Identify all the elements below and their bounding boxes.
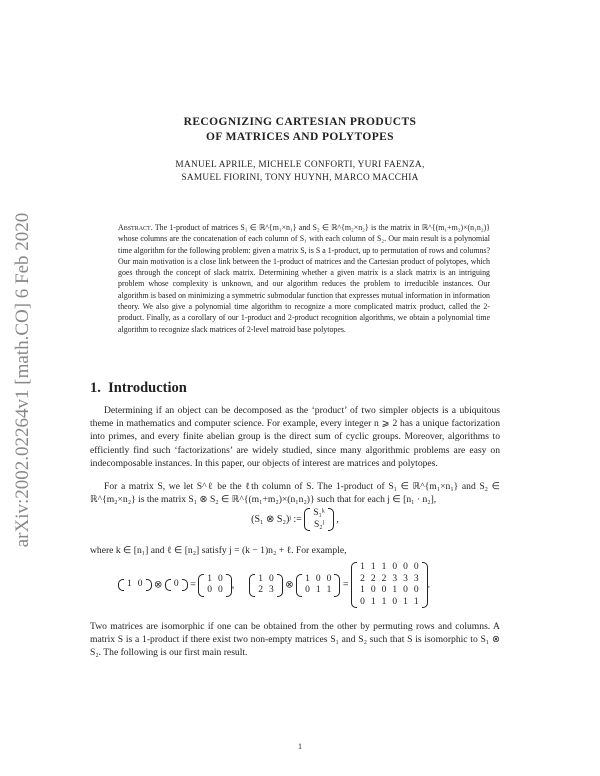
intro-paragraph-1: Determining if an object can be decomposed as the ‘product’ of two simpler objects is a ubiquitous theme in mathematics and computer science. For example, every integer n ⩾ 2 has a unique factorization into primes, and every finite abelian group is the direct sum of cyclic groups. Moreover, algorithms to efficiently find such ‘factorizations’ are widely studied, since many algorithmic problems are easy on indecomposable instances. In this paper, our objects of interest are matrices and polytopes. (90, 405, 500, 469)
matrix-cell: 2 (370, 573, 376, 584)
example-equations: 1 0 ⊗ 0 = 1 0 0 0 , 1 0 2 3 ⊗ 1 0 0 0 1 1 = 1 1 1 0 0 0 2 2 2 3 3 3 1 0 0 1 0 0 0 1 1 0 1 1 . (118, 562, 498, 608)
result-matrix (351, 562, 428, 608)
matrix-cell: 1 (360, 585, 365, 595)
matrix-cell: 0 (381, 585, 387, 595)
matrix-cell: 0 (392, 596, 398, 607)
intro-paragraph-3: where k ∈ [n₁] and ℓ ∈ [n₂] satisfy j = (k − 1)n₂ + ℓ. For example, (90, 545, 347, 556)
matrix-cell: 0 (360, 596, 365, 607)
matrix-cell: 0 (370, 585, 376, 595)
matrix-cell: 1 (381, 562, 387, 572)
definition-equation: (S₁ ⊗ S₂)ʲ := S₁ᵏ S₂ˡ , (251, 508, 339, 530)
page-number: 1 (298, 742, 302, 751)
matrix-cell: 1 (381, 596, 387, 607)
matrix-cell: 2 (381, 573, 387, 584)
matrix-cell: 3 (403, 573, 408, 584)
matrix-cell: 0 (392, 562, 398, 572)
abstract-label: Abstract. (118, 223, 153, 232)
abstract-text: The 1-product of matrices S₁ ∈ ℝ^{m₁×n₁} and S₂ ∈ ℝ^{m₂×n₂} is the matrix in ℝ^{(m₁+m₂)×(n₁n₂)} whose columns are the concatenation of each column of S₁ with each column of S₂. Our main result is a polynomial time algorithm for the following problem: given a matrix S, is S a 1-product, up to permutation of rows and columns? Our main motivation is a close link between the 1-product of matrices and the Cartesian product of polytopes, which goes through the concept of slack matrix. Determining whether a given matrix is a slack matrix is an intriguing problem whose complexity is unknown, and our algorithm reduces the problem to irreducible instances. Our algorithm is based on minimizing a symmetric submodular function that expresses mutual information in information theory. We also give a polynomial time algorithm to recognize a more complicated matrix product, called the 2-product. Finally, as a corollary of our 1-product and 2-product recognition algorithms, we obtain a polynomial time algorithm to recognize slack matrices of 2-level matroid base polytopes. (118, 223, 490, 334)
matrix-cell: 2 (360, 573, 365, 584)
matrix-cell: 1 (413, 596, 419, 607)
matrix-cell: 1 (370, 596, 376, 607)
abstract (118, 222, 490, 335)
authors-line-2: SAMUEL FIORINI, TONY HUYNH, MARCO MACCHIA (181, 173, 419, 183)
paper-title-line-2: OF MATRICES AND POLYTOPES (206, 131, 394, 143)
matrix-cell: 1 (360, 562, 365, 572)
matrix-cell: 1 (403, 596, 408, 607)
matrix-cell: 1 (392, 585, 398, 595)
matrix-cell: 0 (413, 562, 419, 572)
section-heading: 1. Introduction (90, 380, 187, 396)
arxiv-side-label: arXiv:2002.02264v1 [math.CO] 6 Feb 2020 (12, 212, 33, 548)
matrix-cell: 0 (403, 562, 408, 572)
authors-line-1: MANUEL APRILE, MICHELE CONFORTI, YURI FAENZA, (175, 160, 425, 170)
intro-paragraph-4: Two matrices are isomorphic if one can be obtained from the other by permuting rows and columns. A matrix S is a 1-product if there exist two non-empty matrices S₁ and S₂ such that S is isomorphic to S₁ ⊗ S₂. The following is our first main result. (90, 621, 500, 659)
matrix-cell: 0 (403, 585, 408, 595)
matrix-cell: 3 (392, 573, 398, 584)
matrix-cell: 1 (370, 562, 376, 572)
matrix-cell: 3 (413, 573, 419, 584)
intro-paragraph-2: For a matrix S, we let S^ℓ be the ℓth column of S. The 1-product of S₁ ∈ ℝ^{m₁×n₁} and S₂ ∈ ℝ^{m₂×n₂} is the matrix S₁ ⊗ S₂ ∈ ℝ^{(m₁+m₂)×(n₁n₂)} such that for each j ∈ [n₁ · n₂], (90, 481, 500, 506)
matrix-cell: 0 (413, 585, 419, 595)
paper-title-line-1: RECOGNIZING CARTESIAN PRODUCTS (183, 116, 417, 128)
